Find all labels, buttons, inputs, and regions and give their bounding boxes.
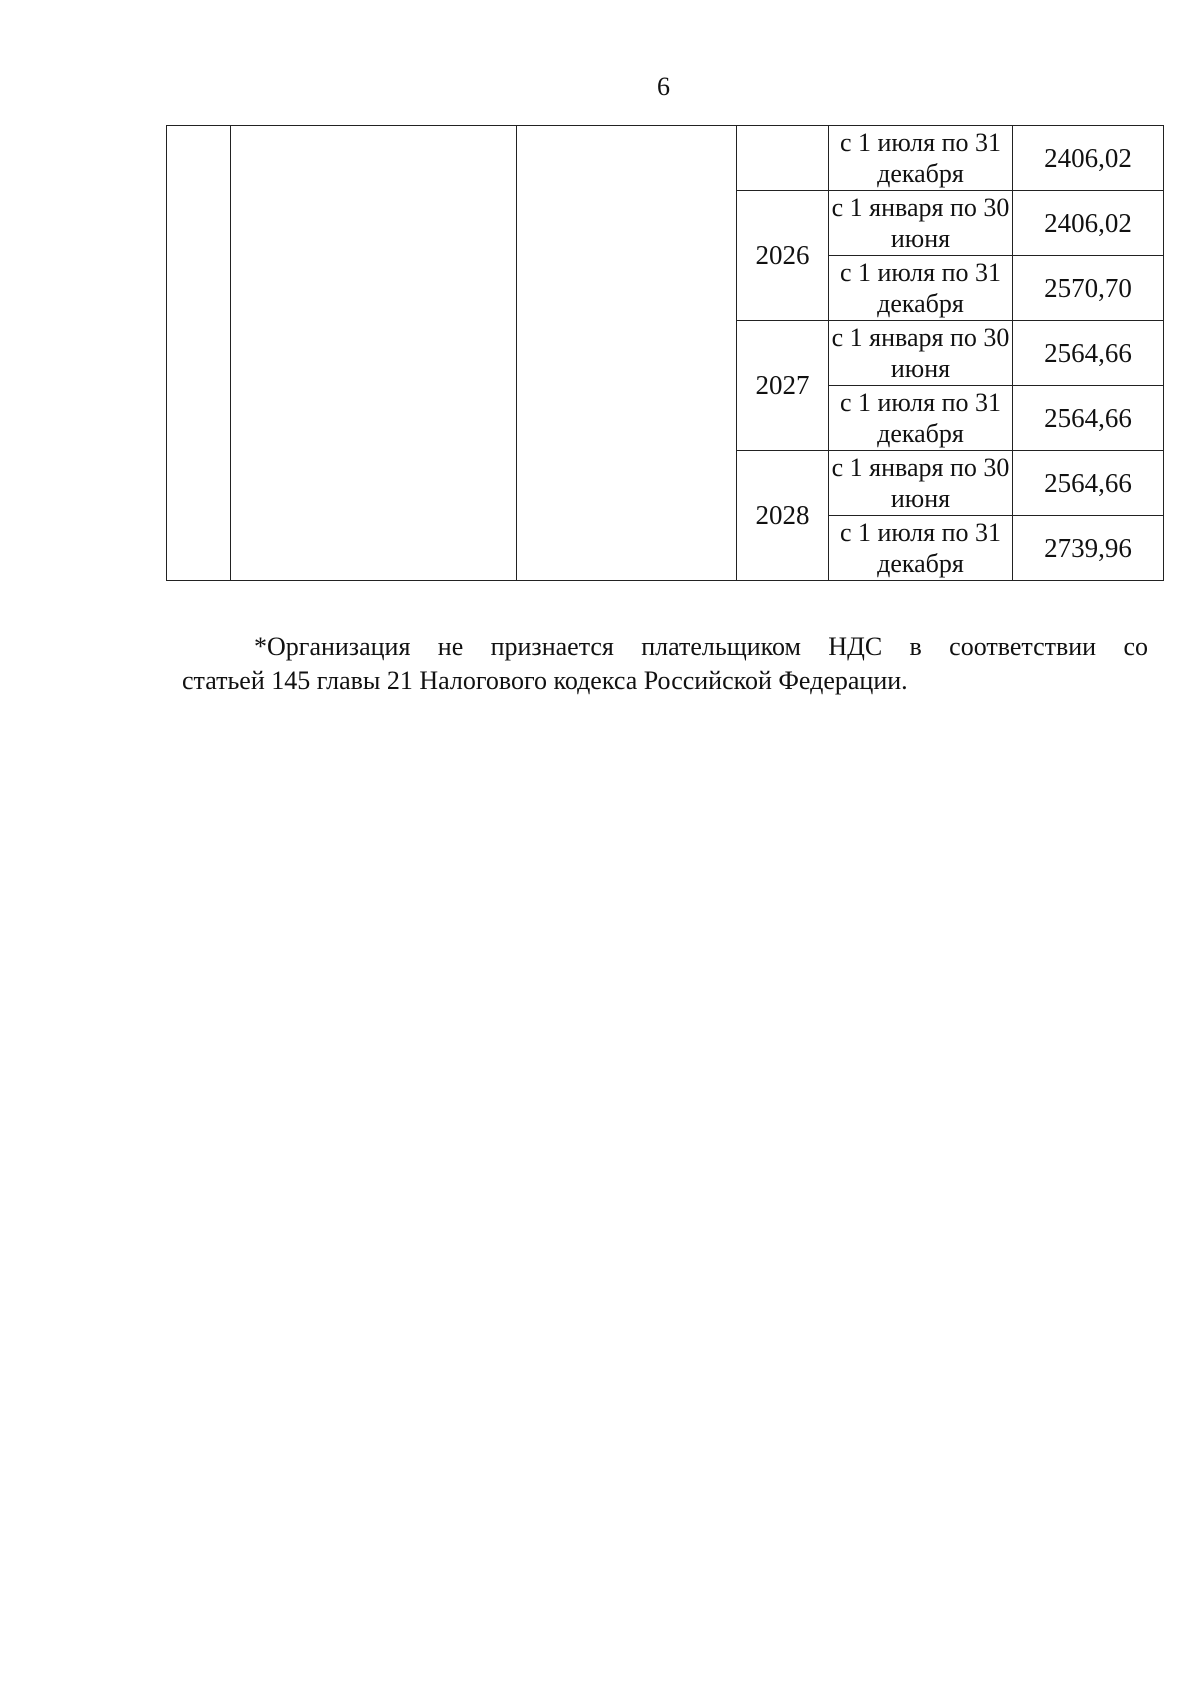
year-cell: 2027 <box>737 321 829 451</box>
vat-footnote <box>182 630 1148 698</box>
footnote-line-1: *Организация не признается плательщиком НДС в соответствии со <box>254 632 1148 661</box>
period-cell: с 1 июля по 31 декабря <box>829 386 1013 451</box>
tariff-type-cell <box>517 126 737 581</box>
period-cell: с 1 июля по 31 декабря <box>829 256 1013 321</box>
year-cell <box>737 126 829 191</box>
tariff-value-cell: 2406,02 <box>1013 191 1164 256</box>
tariff-value-cell: 2564,66 <box>1013 451 1164 516</box>
organization-cell <box>231 126 517 581</box>
tariff-value-cell: 2564,66 <box>1013 321 1164 386</box>
period-cell: с 1 января по 30 июня <box>829 191 1013 256</box>
tariff-table <box>166 125 1164 581</box>
period-cell: с 1 июля по 31 декабря <box>829 126 1013 191</box>
period-cell: с 1 января по 30 июня <box>829 321 1013 386</box>
tariff-value-cell: 2406,02 <box>1013 126 1164 191</box>
period-cell: с 1 июля по 31 декабря <box>829 516 1013 581</box>
year-cell: 2028 <box>737 451 829 581</box>
period-cell: с 1 января по 30 июня <box>829 451 1013 516</box>
tariff-value-cell: 2739,96 <box>1013 516 1164 581</box>
page-number: 6 <box>657 72 670 101</box>
table-row <box>167 126 1164 191</box>
year-cell: 2026 <box>737 191 829 321</box>
footnote-line-2: статьей 145 главы 21 Налогового кодекса Российской Федерации. <box>182 666 908 695</box>
tariff-value-cell: 2564,66 <box>1013 386 1164 451</box>
tariff-value-cell: 2570,70 <box>1013 256 1164 321</box>
row-number-cell <box>167 126 231 581</box>
